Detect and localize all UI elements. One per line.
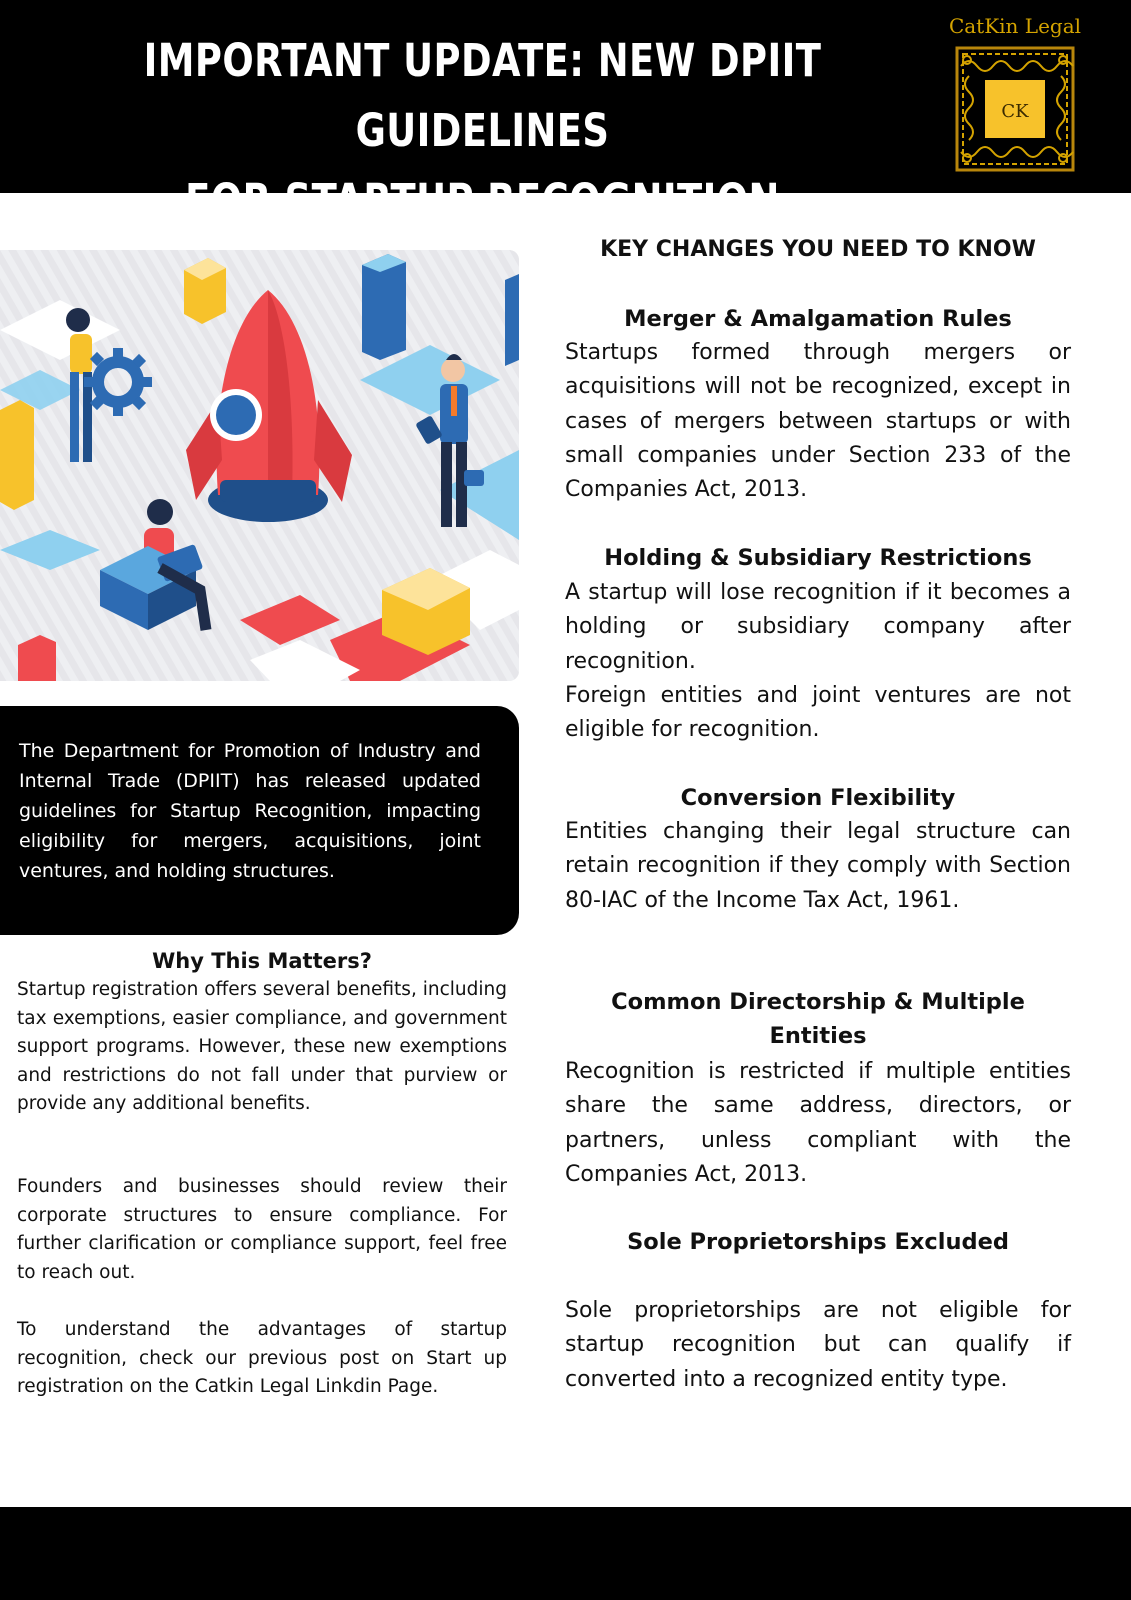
key-changes-title: KEY CHANGES YOU NEED TO KNOW bbox=[600, 237, 1036, 262]
logo-initials: CK bbox=[1001, 101, 1029, 122]
why-paragraph-3: To understand the advantages of startup recognition, check our previous post on Start up registration on the Catkin Legal Linkdin Page. bbox=[17, 1319, 507, 1397]
title-line-1: IMPORTANT UPDATE: NEW DPIIT GUIDELINES bbox=[143, 34, 822, 157]
section-body: Entities changing their legal structure can retain recognition if they comply with Section 80-IAC of the Income Tax Act, 1961. bbox=[565, 819, 1071, 913]
logo-name: CatKin Legal bbox=[948, 14, 1082, 38]
footer-bar bbox=[0, 1507, 1131, 1600]
section-body: Recognition is restricted if multiple entities share the same address, directors, or partners, unless compliant with the Companies Act, 2013. bbox=[565, 1059, 1071, 1187]
section-body: Startups formed through mergers or acquisitions will not be recognized, except in cases of mergers between startups or with small companies under Section 233 of the Companies Act, 2013. bbox=[565, 340, 1071, 503]
catkin-logo bbox=[945, 12, 1085, 172]
section-heading: Holding & Subsidiary Restrictions bbox=[604, 545, 1032, 571]
startup-rocket-illustration-icon bbox=[0, 250, 519, 681]
why-title: Why This Matters? bbox=[152, 949, 372, 973]
section-body: Foreign entities and joint ventures are not eligible for recognition. bbox=[565, 683, 1071, 743]
intro-box bbox=[0, 706, 519, 935]
page-title bbox=[111, 26, 853, 236]
why-paragraph-1: Startup registration offers several benefits, including tax exemptions, easier compliance, and government support programs. However, these new exemptions and restrictions do not fall under that purview or provide any additional benefits. bbox=[17, 979, 507, 1114]
why-paragraph-2: Founders and businesses should review their corporate structures to ensure compliance. For further clarification or compliance support, feel free to reach out. bbox=[17, 1176, 507, 1283]
startup-illustration bbox=[0, 250, 519, 681]
section-heading: Common Directorship & Multiple Entities bbox=[611, 989, 1025, 1049]
section-heading: Merger & Amalgamation Rules bbox=[624, 306, 1012, 332]
logo-emblem-icon bbox=[955, 46, 1075, 172]
header-banner bbox=[0, 0, 1131, 227]
section-body: Sole proprietorships are not eligible for startup recognition but can qualify if converted into a recognized entity type. bbox=[565, 1298, 1071, 1392]
section-heading: Sole Proprietorships Excluded bbox=[627, 1229, 1009, 1255]
section-body: A startup will lose recognition if it becomes a holding or subsidiary company after recognition. bbox=[565, 580, 1071, 674]
title-line-2: FOR STARTUP RECOGNITION bbox=[185, 174, 780, 227]
section-heading: Conversion Flexibility bbox=[680, 785, 956, 811]
intro-text: The Department for Promotion of Industry and Internal Trade (DPIIT) has released updated guidelines for Startup Recognition, impacting eligibility for mergers, acquisitions, joint ventures, and holding structures. bbox=[19, 740, 481, 882]
